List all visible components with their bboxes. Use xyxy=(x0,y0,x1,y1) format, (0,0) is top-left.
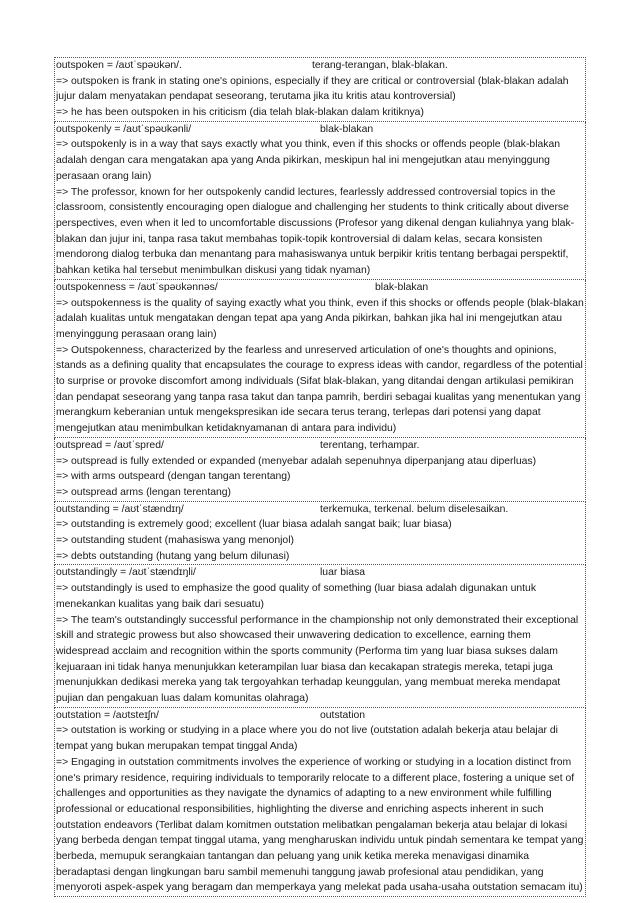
entry-meaning: terang-terangan, blak-blakan. xyxy=(312,60,448,71)
entry-term: outspoken = /aʊtˈspəʊkən/. xyxy=(56,60,182,71)
entry-line: => outstanding student (mahasiswa yang menonjol) xyxy=(56,535,294,547)
entry-line: => outspokenly is in a way that says exactly what you think, even if this shocks or offends people (blak-blakan adalah dengan cara mengatakan apa yang Anda pikirkan, meskipun hal ini mengejutkan atau menyinggung perasaan orang lain) xyxy=(56,139,561,182)
entry-outstanding xyxy=(54,502,586,566)
entry-line: => outspokenness is the quality of saying exactly what you think, even if this shocks or offends people (blak-blakan adalah kualitas untuk mengatakan dengan tepat apa yang Anda pikirkan, bahkan jika hal ini mengejutkan atau menyinggung perasaan orang lain) xyxy=(56,297,584,340)
entry-line: => outspread is fully extended or expanded (menyebar adalah sepenuhnya diperpanjang atau diperluas) xyxy=(56,455,537,467)
entry-term: outspokenly = /aʊtˈspəʊkənli/ xyxy=(56,123,192,135)
entry-outspokenly xyxy=(54,122,586,280)
entry-meaning: outstation xyxy=(320,709,366,721)
entry-line: => The professor, known for her outspokenly candid lectures, fearlessly addressed controversial topics in the classroom, consistently encouraging open dialogue and challenging her students to think critically about diverse perspectives, even when it led to uncomfortable discussions (Profesor yang dikenal dengan kuliahnya yang blak-blakan dan jujur ini, tanpa rasa takut membahas topik-topik kontroversial di dalam kelas, secara konsisten mendorong dialog terbuka dan menantang para mahasiswanya untuk berpikir kritis tentang berbagai perspektif, bahkan ketika hal tersebut menimbulkan diskusi yang tidak nyaman) xyxy=(56,186,575,277)
entry-outspoken xyxy=(54,57,586,122)
entry-outspread xyxy=(54,438,586,502)
entry-line: => outspread arms (lengan terentang) xyxy=(56,486,232,498)
entry-outspokenness xyxy=(54,280,586,438)
entry-term: outstanding = /aʊtˈstændɪŋ/ xyxy=(56,503,184,515)
entry-outstation xyxy=(54,708,586,897)
entry-meaning: blak-blakan xyxy=(375,281,429,293)
entry-line: => Outspokenness, characterized by the fearless and unreserved articulation of one's thoughts and opinions, stands as a defining quality that encapsulates the courage to express ideas with candor, regardless of the potential to surprise or provoke discomfort among individuals (Sifat blak-blakan, yang ditandai dengan artikulasi pemikiran dan pendapat seseorang yang tanpa rasa takut dan tanpa pamrih, berdiri sebagai kualitas yang menentukan yang merangkum keberanian untuk mengekspresikan ide secara terus terang, terlepas dari potensi yang dapat mengejutkan atau menimbulkan ketidaknyamanan di antara para individu) xyxy=(56,344,583,435)
entry-line: => he has been outspoken in his criticism (dia telah blak-blakan dalam kritiknya) xyxy=(56,107,424,119)
entry-meaning: terentang, terhampar. xyxy=(320,439,420,451)
entry-line: => The team's outstandingly successful performance in the championship not only demonstrated their exceptional skill and strategic prowess but also showcased their unwavering dedication to excellence, earning them widespread acclaim and recognition within the sports community (Performa tim yang luar biasa sukses dalam kejuaraan ini tidak hanya menunjukkan keterampilan luar biasa dan kecakapan strategis mereka, tetapi juga menunjukkan dedikasi mereka yang tak tergoyahkan terhadap keunggulan, yang membuat mereka mendapat pujian dan pengakuan luas dalam komunitas olahraga) xyxy=(56,614,579,705)
entry-header xyxy=(56,708,584,724)
entry-outstandingly xyxy=(54,565,586,707)
entry-header xyxy=(56,502,584,518)
entry-line: => outstanding is extremely good; excellent (luar biasa adalah sangat baik; luar biasa) xyxy=(56,519,452,531)
entry-line: => outstandingly is used to emphasize the good quality of something (luar biasa adalah digunakan untuk menekankan kualitas yang baik dari sesuatu) xyxy=(56,583,537,610)
entry-header xyxy=(56,122,584,138)
entry-term: outspokenness = /aʊtˈspəʊkənnəs/ xyxy=(56,281,218,293)
entry-term: outstandingly = /aʊtˈstændɪŋli/ xyxy=(56,567,196,579)
entry-term: outstation = /aʊtsteɪʃn/ xyxy=(56,709,159,721)
entry-term: outspread = /aʊtˈspred/ xyxy=(56,439,164,451)
entry-line: => outstation is working or studying in a place where you do not live (outstation adalah bekerja atau belajar di tempat yang bukan merupakan tempat tinggal Anda) xyxy=(56,725,558,753)
dictionary-page xyxy=(54,57,586,897)
entry-line: => debts outstanding (hutang yang belum dilunasi) xyxy=(56,550,290,562)
entry-header xyxy=(56,565,584,581)
entry-header xyxy=(56,58,584,74)
entry-line: => outspoken is frank in stating one's opinions, especially if they are critical or controversial (blak-blakan adalah jujur dalam menyatakan pendapat seseorang, terutama jika itu kritis atau kontroversial) xyxy=(56,75,569,103)
entry-meaning: terkemuka, terkenal. belum diselesaikan. xyxy=(320,503,509,515)
entry-meaning: blak-blakan xyxy=(320,123,374,135)
entry-meaning: luar biasa xyxy=(320,567,366,579)
entry-line: => Engaging in outstation commitments involves the experience of working or studying in a location distinct from one's primary residence, requiring individuals to temporarily relocate to a different place, fostering a unique set of challenges and opportunities as they navigate the dynamics of adapting to a new environment while fulfilling professional or educational responsibilities, highlighting the diverse and enriching aspects inherent in such outstation endeavors (Terlibat dalam komitmen outstation melibatkan pengalaman bekerja atau belajar di lokasi yang berbeda dengan tempat tinggal utama, yang mengharuskan individu untuk pindah sementara ke tempat yang berbeda, memupuk serangkaian tantangan dan peluang yang unik ketika mereka menavigasi dinamika beradaptasi dengan lingkungan baru sambil memenuhi tanggung jawab profesional atau pendidikan, yang menyoroti aspek-aspek yang beragam dan memperkaya yang melekat pada usaha-usaha outstation semacam itu) xyxy=(56,756,584,894)
entry-header xyxy=(56,280,584,296)
entry-line: => with arms outspeard (dengan tangan terentang) xyxy=(56,471,291,483)
entry-header xyxy=(56,438,584,454)
